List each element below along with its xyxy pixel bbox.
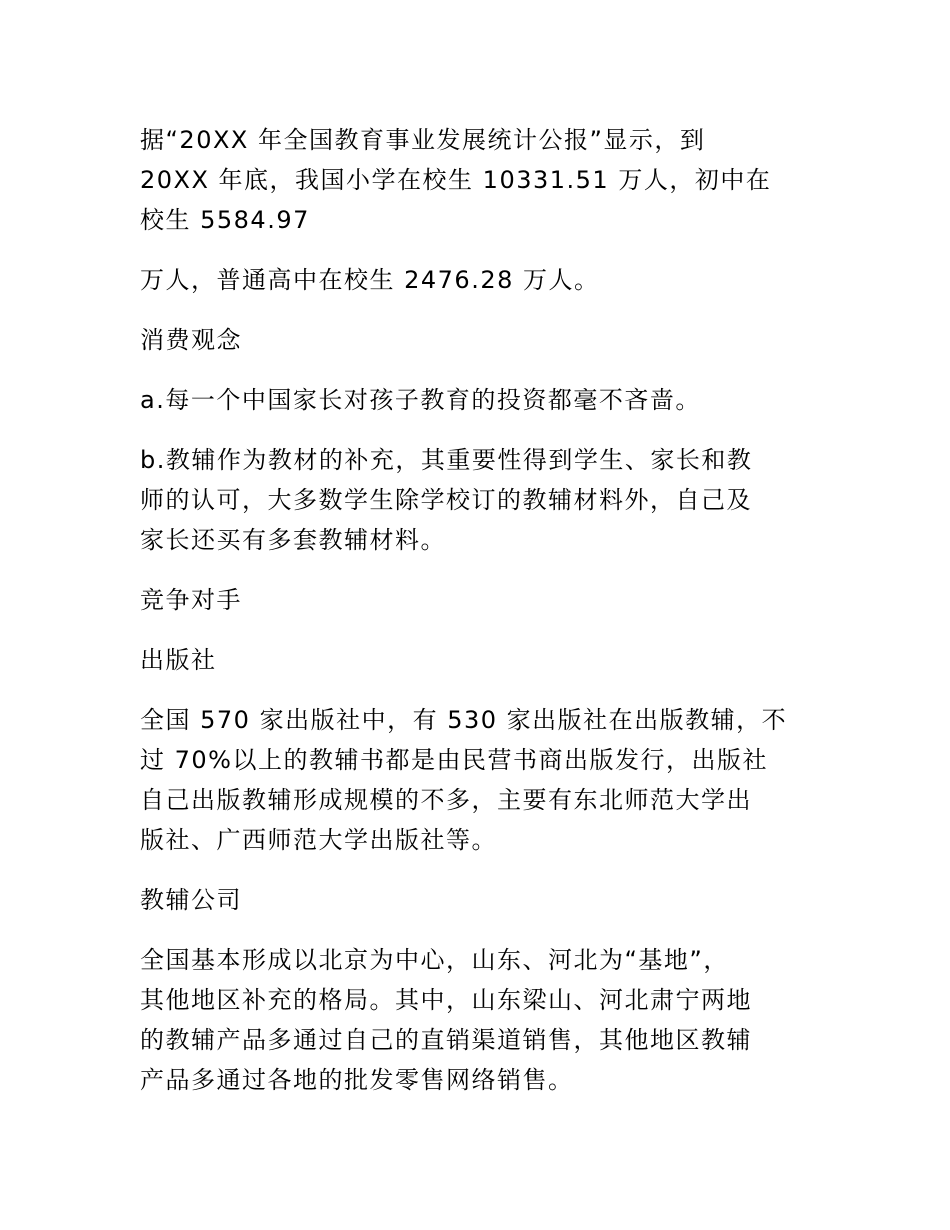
heading-tutoring-companies xyxy=(140,880,810,920)
text-line: 产品多通过各地的批发零售网络销售。 xyxy=(140,1066,574,1094)
heading-publishers xyxy=(140,640,810,680)
text-line: 师的认可，大多数学生除学校订的教辅材料外，自己及 xyxy=(140,486,752,514)
text-line: 万人，普通高中在校生 2476.28 万人。 xyxy=(140,266,600,294)
text-line: 校生 5584.97 xyxy=(140,206,310,234)
paragraph-point-a xyxy=(140,380,810,420)
text-line: 教辅公司 xyxy=(140,886,242,914)
text-line: a.每一个中国家长对孩子教育的投资都毫不吝啬。 xyxy=(140,386,701,414)
text-line: 20XX 年底，我国小学在校生 10331.51 万人，初中在 xyxy=(140,166,772,194)
text-line: 消费观念 xyxy=(140,326,242,354)
paragraph-gap xyxy=(140,860,810,880)
text-line: 出版社 xyxy=(140,646,217,674)
text-line: 据“20XX 年全国教育事业发展统计公报”显示，到 xyxy=(140,126,706,154)
paragraph-gap xyxy=(140,680,810,700)
text-line: 全国基本形成以北京为中心，山东、河北为“基地”， xyxy=(140,946,729,974)
text-line: 的教辅产品多通过自己的直销渠道销售，其他地区教辅 xyxy=(140,1026,752,1054)
paragraph-gap xyxy=(140,620,810,640)
paragraph-statistics-continued xyxy=(140,260,810,300)
paragraph-tutoring-companies xyxy=(140,940,810,1100)
text-line: 其他地区补充的格局。其中，山东梁山、河北肃宁两地 xyxy=(140,986,752,1014)
text-line: b.教辅作为教材的补充，其重要性得到学生、家长和教 xyxy=(140,446,753,474)
text-line: 竞争对手 xyxy=(140,586,242,614)
text-line: 全国 570 家出版社中，有 530 家出版社在出版教辅，不 xyxy=(140,706,788,734)
paragraph-gap xyxy=(140,560,810,580)
paragraph-gap xyxy=(140,300,810,320)
text-line: 版社、广西师范大学出版社等。 xyxy=(140,826,497,854)
paragraph-gap xyxy=(140,920,810,940)
text-line: 家长还买有多套教辅材料。 xyxy=(140,526,446,554)
paragraph-gap xyxy=(140,360,810,380)
paragraph-publishers xyxy=(140,700,810,860)
paragraph-gap xyxy=(140,420,810,440)
heading-competitors xyxy=(140,580,810,620)
text-line: 过 70%以上的教辅书都是由民营书商出版发行，出版社 xyxy=(140,746,768,774)
text-line: 自己出版教辅形成规模的不多，主要有东北师范大学出 xyxy=(140,786,752,814)
paragraph-statistics xyxy=(140,120,810,240)
paragraph-point-b xyxy=(140,440,810,560)
heading-consumption-concept xyxy=(140,320,810,360)
paragraph-gap xyxy=(140,240,810,260)
